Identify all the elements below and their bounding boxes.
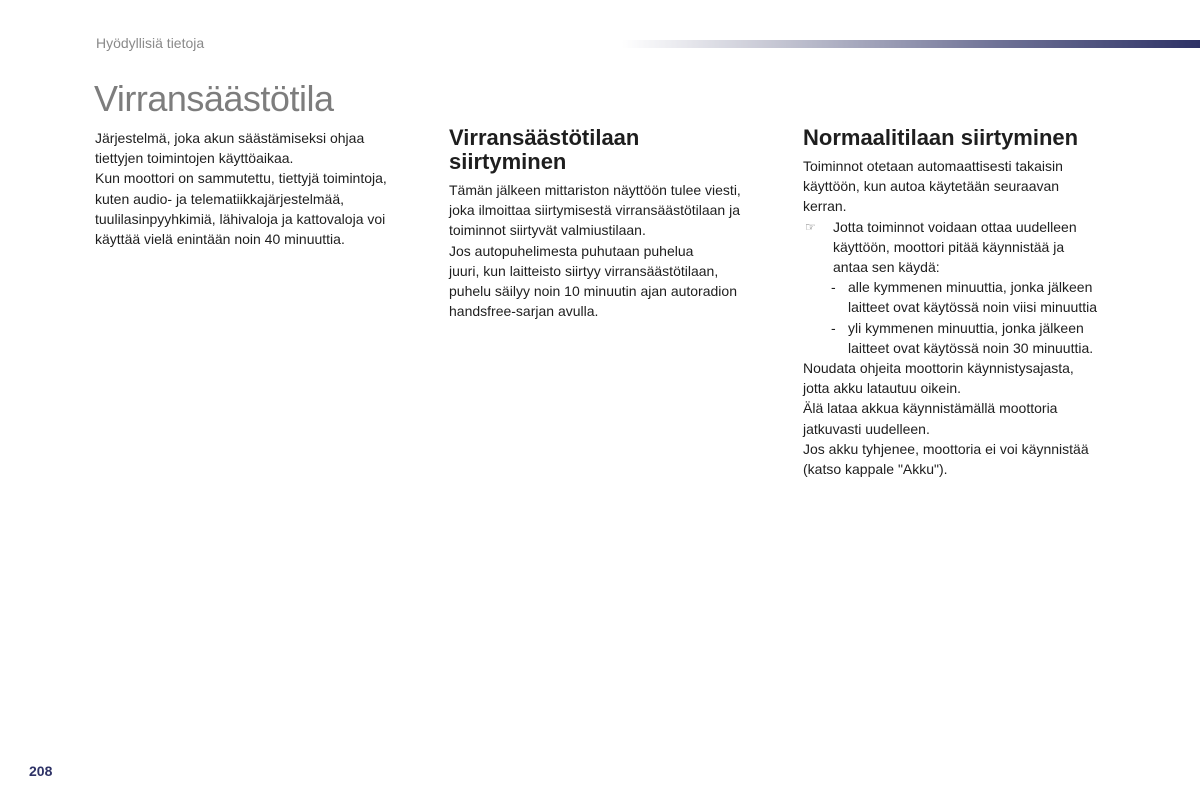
sub-list-item — [803, 318, 1133, 358]
text-line: toiminnot siirtyvät valmiustilaan. — [449, 222, 646, 239]
text-line: handsfree-sarjan avulla. — [449, 303, 599, 320]
text-line: käyttöön, kun autoa käytetään seuraavan — [803, 178, 1060, 195]
text-line: Jos akku tyhjenee, moottoria ei voi käynnistää — [803, 440, 1089, 457]
text-line: Tämän jälkeen mittariston näyttöön tulee viesti, — [449, 182, 741, 198]
section-heading — [449, 126, 779, 174]
sub-list-item — [803, 277, 1133, 317]
text-line: yli kymmenen minuuttia, jonka jälkeen — [848, 319, 1084, 336]
column-normal-mode-return — [803, 126, 1133, 479]
sub-item-text — [848, 277, 1097, 317]
text-line: käyttää vielä enintään noin 40 minuuttia. — [95, 231, 345, 248]
text-line: jotta akku latautuu oikein. — [803, 380, 961, 397]
text-line: Jotta toiminnot voidaan ottaa uudelleen — [833, 218, 1077, 235]
text-line: Älä lataa akkua käynnistämällä moottoria — [803, 400, 1058, 417]
column-intro — [95, 128, 425, 249]
text-line: tiettyjen toimintojen käyttöaikaa. — [95, 150, 294, 167]
text-line: (katso kappale "Akku"). — [803, 461, 948, 478]
text-line: antaa sen käydä: — [833, 259, 940, 276]
section-label: Hyödyllisiä tietoja — [96, 35, 205, 51]
page-title: Virransäästötila — [94, 78, 334, 119]
page-number: 208 — [29, 763, 53, 779]
text-line: puhelu säilyy noin 10 minuutin ajan autoradion — [449, 283, 737, 300]
text-line: juuri, kun laitteisto siirtyy virransäästötilaan, — [449, 262, 719, 279]
text-line: kuten audio- ja telematiikkajärjestelmää, — [95, 190, 345, 207]
text-line: Kun moottori on sammutettu, tiettyjä toimintoja, — [95, 170, 387, 187]
text-line: laitteet ovat käytössä noin viisi minuuttia — [848, 299, 1098, 316]
heading-line: Virransäästötilaan — [449, 125, 640, 150]
text-line: Noudata ohjeita moottorin käynnistysajasta, — [803, 360, 1074, 377]
text-line: kerran. — [803, 198, 847, 215]
dash-marker: - — [831, 279, 836, 296]
text-line: tuulilasinpyyhkimiä, lähivaloja ja kattovaloja voi — [95, 210, 386, 227]
bullet-item — [803, 217, 1133, 278]
header-gradient-bar — [622, 40, 1200, 48]
sub-item-text — [848, 318, 1093, 358]
dash-marker: - — [831, 319, 836, 336]
text-line: joka ilmoittaa siirtymisestä virransäästötilaan ja — [449, 202, 740, 219]
section-heading: Normaalitilaan siirtyminen — [803, 125, 1079, 150]
text-line: Järjestelmä, joka akun säästämiseksi ohjaa — [95, 130, 365, 146]
text-line: Toiminnot otetaan automaattisesti takaisin — [803, 158, 1063, 174]
column-power-saving-entry — [449, 126, 779, 321]
text-line: alle kymmenen minuuttia, jonka jälkeen — [848, 279, 1093, 296]
bullet-text — [833, 217, 1077, 278]
pointing-hand-icon: ☞ — [805, 219, 816, 234]
heading-line: siirtyminen — [449, 149, 567, 174]
text-line: Jos autopuhelimesta puhutaan puhelua — [449, 242, 694, 259]
text-line: jatkuvasti uudelleen. — [803, 420, 930, 437]
text-line: laitteet ovat käytössä noin 30 minuuttia. — [848, 339, 1094, 356]
text-line: käyttöön, moottori pitää käynnistää ja — [833, 238, 1065, 255]
